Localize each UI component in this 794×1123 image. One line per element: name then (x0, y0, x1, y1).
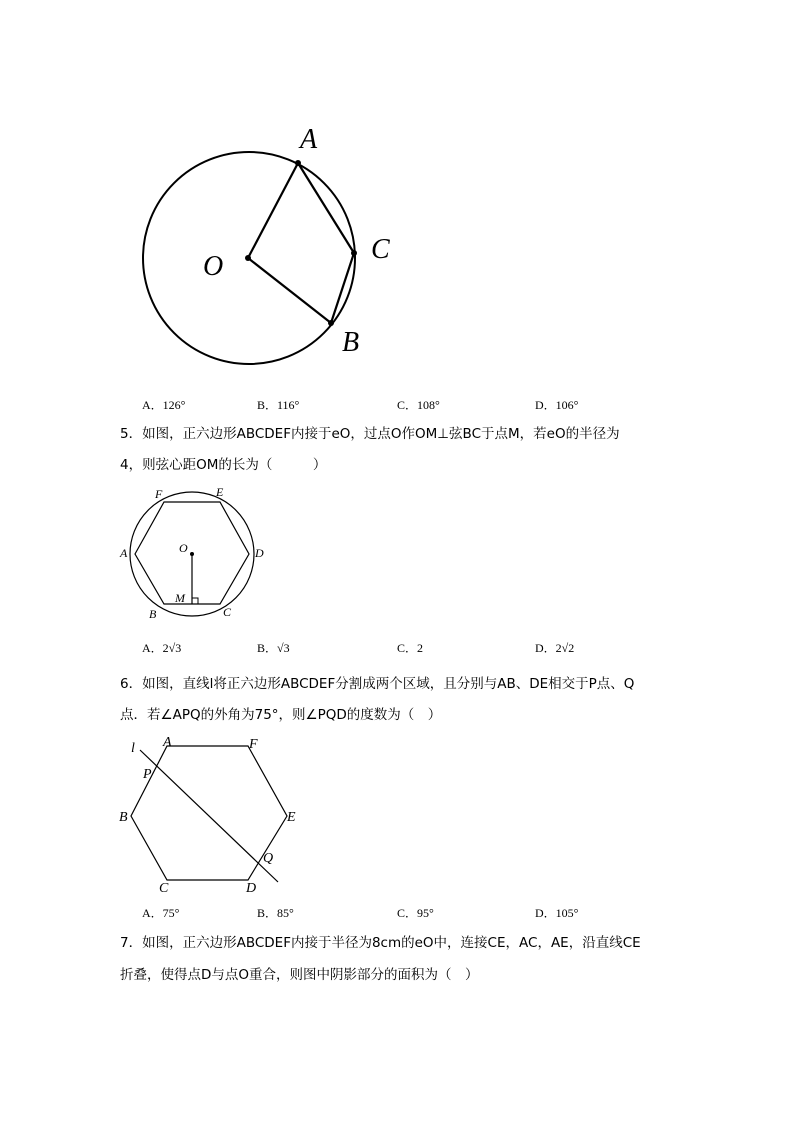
figure-hexagon-om (115, 484, 275, 624)
q6-option-a: A．75° (142, 906, 180, 920)
label-a: A (300, 124, 318, 155)
right-angle-mark (192, 598, 198, 604)
point-b (328, 320, 334, 326)
label-f: F (155, 487, 163, 501)
label-e: E (287, 810, 296, 825)
label-b: B (119, 810, 128, 825)
q6-option-d: D．105° (535, 906, 579, 920)
label-q: Q (263, 851, 274, 866)
q5-stem-line1: 5．如图，正六边形ABCDEF内接于eO，过点O作OM⊥弦BC于点M，若eO的半径为 (120, 426, 620, 442)
point-c (351, 250, 357, 256)
label-c: C (223, 605, 232, 619)
segment-ac (298, 163, 354, 253)
q5-option-b: B．√3 (257, 641, 290, 655)
q6-stem-line2: 点．若∠APQ的外角为75°，则∠PQD的度数为（ ） (120, 707, 442, 723)
q7-stem-line1: 7．如图，正六边形ABCDEF内接于半径为8cm的eO中，连接CE，AC，AE，沿直线CE (120, 935, 641, 951)
q4-option-d: D．106° (535, 398, 579, 412)
label-p: P (143, 767, 152, 782)
q4-option-b: B．116° (257, 398, 300, 412)
q5-option-d: D．2√2 (535, 641, 575, 655)
label-e: E (216, 485, 224, 499)
q5-option-c: C．2 (397, 641, 424, 655)
label-d: D (255, 546, 264, 560)
q5-option-a: A．2√3 (142, 641, 182, 655)
q4-option-a: A．126° (142, 398, 186, 412)
q6-stem-line1: 6．如图，直线l将正六边形ABCDEF分割成两个区域，且分别与AB、DE相交于P点、Q (120, 676, 635, 692)
segment-ob (248, 258, 331, 323)
segment-oa (248, 163, 298, 258)
label-o: O (203, 251, 224, 282)
label-b: B (149, 607, 157, 621)
label-a: A (120, 546, 128, 560)
q6-option-c: C．95° (397, 906, 434, 920)
label-f: F (249, 737, 258, 752)
figure-circle-oacb (130, 120, 420, 370)
label-c: C (371, 234, 390, 265)
label-c: C (159, 881, 169, 895)
q4-option-c: C．108° (397, 398, 440, 412)
point-o (245, 255, 251, 261)
q7-stem-line2: 折叠，使得点D与点O重合，则图中阴影部分的面积为（ ） (120, 967, 479, 983)
label-d: D (246, 881, 257, 895)
q5-stem-line2: 4，则弦心距OM的长为（ ） (120, 457, 327, 473)
point-o (190, 552, 194, 556)
label-m: M (175, 591, 185, 605)
figure-hexagon-line-l (115, 730, 315, 895)
label-l: l (131, 741, 135, 756)
label-b: B (342, 327, 360, 358)
q6-option-b: B．85° (257, 906, 294, 920)
label-o: O (179, 541, 188, 555)
point-a (295, 160, 301, 166)
line-l (140, 750, 278, 882)
label-a: A (163, 735, 172, 750)
